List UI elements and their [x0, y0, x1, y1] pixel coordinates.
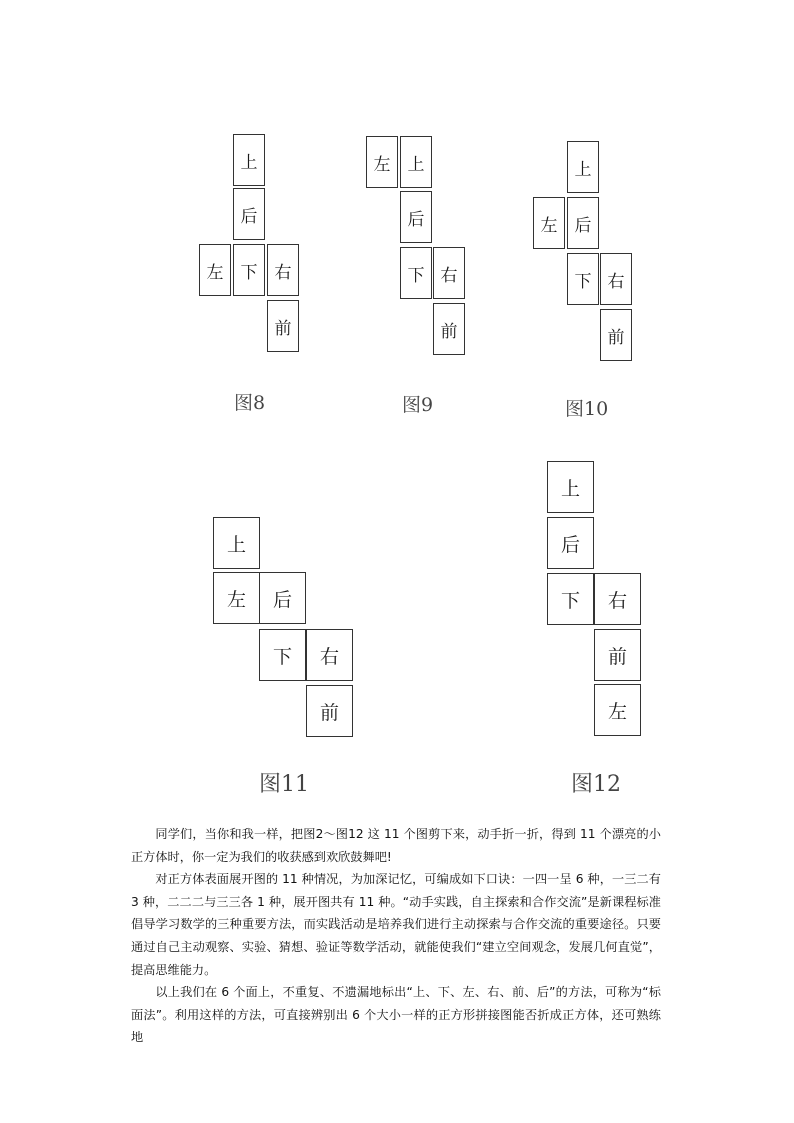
figure-12-cell-back: 后: [547, 517, 594, 569]
figure-11-cell-bottom: 下: [259, 629, 306, 681]
figure-8-cell-front: 前: [267, 300, 299, 352]
figure-8-cell-bottom: 下: [233, 244, 265, 296]
figure-11-cell-back: 后: [259, 572, 306, 624]
figure-8-cell-top: 上: [233, 134, 265, 186]
figure-9-cell-top: 上: [400, 136, 432, 188]
figure-12-cell-right: 右: [594, 573, 641, 625]
figure-11-cell-top: 上: [213, 517, 260, 569]
figure-9-cell-left: 左: [366, 136, 398, 188]
figure-11-cell-left: 左: [213, 572, 260, 624]
figure-10-cell-right: 右: [600, 253, 632, 305]
figure-10-cell-bottom: 下: [567, 253, 599, 305]
figure-10-cell-left: 左: [533, 197, 565, 249]
figure-10-caption: 图10: [565, 398, 609, 420]
figure-9-caption: 图9: [402, 394, 434, 416]
paragraph-3: 以上我们在 6 个面上，不重复、不遗漏地标出“上、下、左、右、前、后”的方法，可称为“标面法”。利用这样的方法，可直接辨别出 6 个大小一样的正方形拼接图能否折成正方体，还可熟练地: [131, 985, 661, 1045]
figure-8-cell-back: 后: [233, 188, 265, 240]
figure-8-caption: 图8: [234, 392, 266, 414]
figure-12-cell-top: 上: [547, 461, 594, 513]
figure-9-cell-bottom: 下: [400, 247, 432, 299]
figure-11-cell-right: 右: [306, 629, 353, 681]
figure-10-cell-back: 后: [567, 197, 599, 249]
paragraph-1: 同学们，当你和我一样，把图2～图12 这 11 个图剪下来，动手折一折，得到 11 个漂亮的小正方体时，你一定为我们的收获感到欢欣鼓舞吧!: [131, 827, 661, 864]
figure-10-cell-top: 上: [567, 141, 599, 193]
figure-11-caption: 图11: [259, 772, 309, 797]
figure-9-cell-right: 右: [433, 247, 465, 299]
figure-10-cell-front: 前: [600, 309, 632, 361]
figure-12-cell-front: 前: [594, 629, 641, 681]
figure-11-cell-front: 前: [306, 685, 353, 737]
figure-12-cell-bottom: 下: [547, 573, 594, 625]
figure-9-cell-back: 后: [400, 191, 432, 243]
paragraph-2: 对正方体表面展开图的 11 种情况，为加深记忆，可编成如下口诀：一四一呈 6 种，一三二有 3 种，二二二与三三各 1 种，展开图共有 11 种。“动手实践，自主探索和合作交流”是新课程标准倡导学习数学的三种重要方法，而实践活动是培养我们进行主动探索与合作交流的重要途径。只要通过自己主动观察、实验、猜想、验证等数学活动，就能使我们“建立空间观念，发展几何直觉”，提高思维能力。: [131, 872, 661, 977]
body-text: [131, 823, 661, 1049]
figure-12-caption: 图12: [571, 772, 621, 797]
figure-9-cell-front: 前: [433, 303, 465, 355]
figure-8-cell-left: 左: [199, 244, 231, 296]
figure-8-cell-right: 右: [267, 244, 299, 296]
figure-12-cell-left: 左: [594, 684, 641, 736]
